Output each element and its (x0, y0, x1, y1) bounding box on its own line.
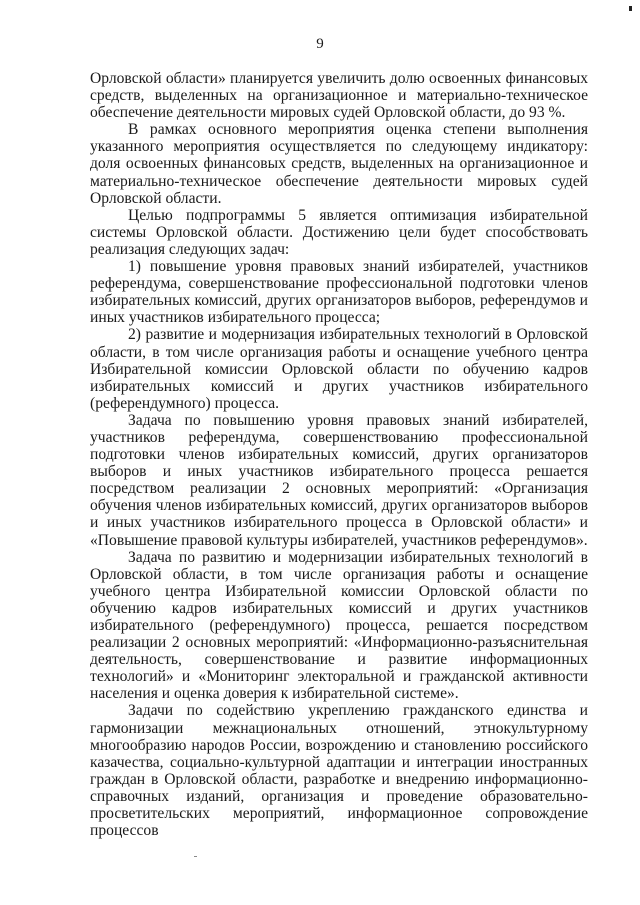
paragraph-task-2-measures: Задача по развитию и модернизации избирательных технологий в Орловской области, в том числе организация работы и оснащение учебного центра Избирательной комиссии Орловской области по обучению кадров избирательных комиссий и других участников избирательного (референдумного) процесса, решается посредством реализации 2 основных мероприятий: «Информационно-разъяснительная деятельность, совершенствование и развитие информационных технологий» и «Мониторинг электоральной и гражданской активности населения и оценка доверия к избирательной системе». (90, 548, 588, 703)
page-number: 9 (316, 36, 324, 52)
paragraph-task-1-measures: Задача по повышению уровня правовых знаний избирателей, участников референдума, совершенствованию профессиональной подготовки членов избирательных комиссий, других организаторов выборов и иных участников избирательного процесса решается посредством реализации 2 основных мероприятий: «Организация обучения членов избирательных комиссий, других организаторов выборов и иных участников избирательного процесса в Орловской области» и «Повышение правовой культуры избирателей, участников референдумов». (90, 411, 588, 549)
paragraph-civic-unity-tasks: Задачи по содействию укреплению гражданского единства и гармонизации межнациональных отношений, этнокультурному многообразию народов России, возрождению и становлению российского казачества, социально-культурной адаптации и интеграции иностранных граждан в Орловской области, разработке и внедрению информационно-справочных изданий, организация и проведение образовательно-просветительских мероприятий, информационное сопровождение процессов (90, 702, 588, 840)
paragraph-continuation: Орловской области» планируется увеличить долю освоенных финансовых средств, выделенных на организационное и материально-техническое обеспечение деятельности мировых судей Орловской области, до 93 %. (90, 70, 588, 122)
scan-corner-mark (629, 6, 632, 11)
paragraph-subprogram-goal: Целью подпрограммы 5 является оптимизация избирательной системы Орловской области. Достижению цели будет способствовать реализация следующих задач: (90, 206, 588, 258)
scan-speck (194, 856, 197, 857)
paragraph-task-2: 2) развитие и модернизация избирательных технологий в Орловской области, в том числе организация работы и оснащение учебного центра Избирательной комиссии Орловской области по обучению кадров избирательных комиссий и других участников избирательного (референдумного) процесса. (90, 326, 588, 412)
paragraph-task-1: 1) повышение уровня правовых знаний избирателей, участников референдума, совершенствование профессиональной подготовки членов избирательных комиссий, других организаторов выборов, референдумов и иных участников избирательного процесса; (90, 258, 588, 327)
document-body (90, 70, 588, 839)
paragraph-indicator: В рамках основного мероприятия оценка степени выполнения указанного мероприятия осуществляется по следующему индикатору: доля освоенных финансовых средств, выделенных на организационное и материально-техническое обеспечение деятельности мировых судей Орловской области. (90, 121, 588, 207)
